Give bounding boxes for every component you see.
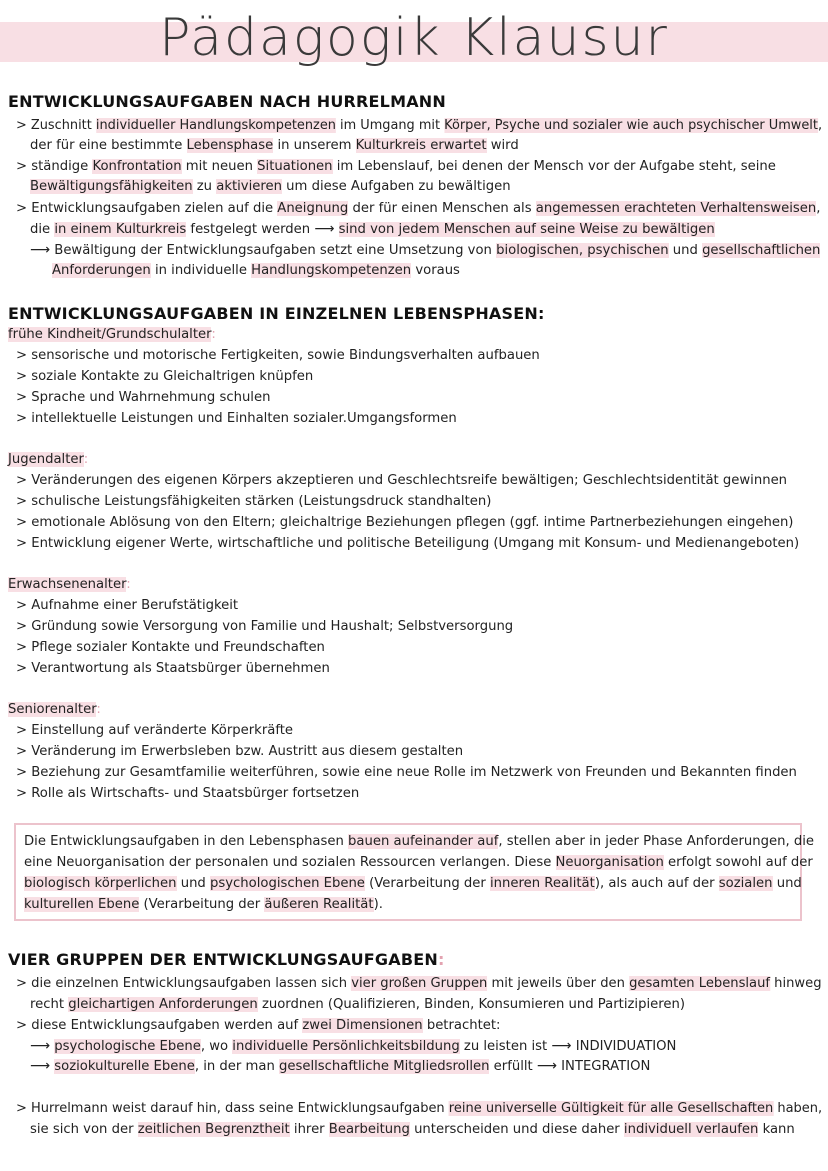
- s1-line-7: ⟶ Bewältigung der Entwicklungsaufgaben setzt eine Umsetzung von biologischen, psychischen und gesellschaftlichen: [30, 242, 821, 258]
- phase-label-erwachsen: Erwachsenenalter:: [8, 577, 131, 592]
- arrow-right-icon: ⟶: [536, 1058, 557, 1074]
- arrow-right-icon: ⟶: [314, 221, 335, 237]
- list-item: > soziale Kontakte zu Gleichaltrigen knüpfen: [16, 369, 314, 384]
- phase-label-kindheit: frühe Kindheit/Grundschulalter:: [8, 327, 216, 342]
- s1-line-4: Bewältigungsfähigkeiten zu aktivieren um diese Aufgaben zu bewältigen: [30, 179, 511, 194]
- list-item: > Einstellung auf veränderte Körperkräfte: [16, 723, 294, 738]
- s1-line-8: Anforderungen in individuelle Handlungskompetenzen voraus: [52, 263, 460, 278]
- box-line-1: Die Entwicklungsaufgaben in den Lebensphasen bauen aufeinander auf, stellen aber in jeder Phase Anforderungen, die: [24, 834, 815, 849]
- s3-line-5: ⟶ soziokulturelle Ebene, in der man gesellschaftliche Mitgliedsrollen erfüllt ⟶ INTEGRATION: [30, 1058, 651, 1074]
- s1-line-1: > Zuschnitt individueller Handlungskompetenzen im Umgang mit Körper, Psyche und sozialer wie auch psychischer Umwelt,: [16, 118, 823, 133]
- s1-line-3: > ständige Konfrontation mit neuen Situationen im Lebenslauf, bei denen der Mensch vor der Aufgabe steht, seine: [16, 159, 776, 174]
- list-item: > intellektuelle Leistungen und Einhalten sozialer.Umgangsformen: [16, 411, 457, 426]
- section-heading-hurrelmann: ENTWICKLUNGSAUFGABEN NACH HURRELMANN: [8, 92, 446, 111]
- section-heading-lebensphasen: ENTWICKLUNGSAUFGABEN IN EINZELNEN LEBENSPHASEN:: [8, 304, 545, 323]
- phase-label-jugend: Jugendalter:: [8, 452, 89, 467]
- list-item: > emotionale Ablösung von den Eltern; gleichaltrige Beziehungen pflegen (ggf. intime Partnerbeziehungen eingehen): [16, 515, 794, 530]
- arrow-right-icon: ⟶: [30, 1058, 51, 1074]
- list-item: > schulische Leistungsfähigkeiten stärken (Leistungsdruck standhalten): [16, 494, 492, 509]
- s1-line-5: > Entwicklungsaufgaben zielen auf die Aneignung der für einen Menschen als angemessen erachteten Verhaltensweisen,: [16, 201, 821, 216]
- box-line-4: kulturellen Ebene (Verarbeitung der äußeren Realität).: [24, 897, 383, 912]
- page-title: Pädagogik Klausur: [159, 8, 669, 68]
- phase-label-senioren: Seniorenalter:: [8, 702, 101, 717]
- list-item: > sensorische und motorische Fertigkeiten, sowie Bindungsverhalten aufbauen: [16, 348, 540, 363]
- list-item: > Verantwortung als Staatsbürger übernehmen: [16, 661, 330, 676]
- list-item: > Aufnahme einer Berufstätigkeit: [16, 598, 239, 613]
- arrow-right-icon: ⟶: [30, 1038, 51, 1054]
- list-item: > Pflege sozialer Kontakte und Freundschaften: [16, 640, 325, 655]
- s3-line-4: ⟶ psychologische Ebene, wo individuelle Persönlichkeitsbildung zu leisten ist ⟶ INDIVIDUATION: [30, 1038, 677, 1054]
- box-line-3: biologisch körperlichen und psychologischen Ebene (Verarbeitung der inneren Realität), als auch auf der sozialen und: [24, 876, 802, 891]
- s1-line-6: die in einem Kulturkreis festgelegt werden ⟶ sind von jedem Menschen auf seine Weise zu bewältigen: [30, 221, 715, 237]
- bullet-icon: >: [16, 976, 27, 991]
- arrow-right-icon: ⟶: [551, 1038, 572, 1054]
- list-item: > Gründung sowie Versorgung von Familie und Haushalt; Selbstversorgung: [16, 619, 514, 634]
- bullet-icon: >: [16, 1101, 27, 1116]
- bullet-icon: >: [16, 1018, 28, 1033]
- s3-line-3: > diese Entwicklungsaufgaben werden auf zwei Dimensionen betrachtet:: [16, 1018, 501, 1033]
- s3-line-2: recht gleichartigen Anforderungen zuordnen (Qualifizieren, Binden, Konsumieren und Partizipieren): [30, 997, 685, 1012]
- s3-line-7: sie sich von der zeitlichen Begrenztheit ihrer Bearbeitung unterscheiden und diese daher individuell verlaufen kann: [30, 1122, 795, 1137]
- bullet-icon: >: [16, 201, 28, 216]
- list-item: > Entwicklung eigener Werte, wirtschaftliche und politische Beteiligung (Umgang mit Konsum- und Medienangeboten): [16, 536, 800, 551]
- arrow-right-icon: ⟶: [30, 242, 51, 258]
- section-heading-vier-gruppen: VIER GRUPPEN DER ENTWICKLUNGSAUFGABEN:: [8, 950, 445, 969]
- bullet-icon: >: [16, 159, 28, 174]
- s3-line-1: > die einzelnen Entwicklungsaufgaben lassen sich vier großen Gruppen mit jeweils über den gesamten Lebenslauf hinweg: [16, 976, 822, 991]
- list-item: > Beziehung zur Gesamtfamilie weiterführen, sowie eine neue Rolle im Netzwerk von Freunden und Bekannten finden: [16, 765, 797, 780]
- list-item: > Veränderungen des eigenen Körpers akzeptieren und Geschlechtsreife bewältigen; Geschlechtsidentität gewinnen: [16, 473, 788, 488]
- s1-line-2: der für eine bestimmte Lebensphase in unserem Kulturkreis erwartet wird: [30, 138, 519, 153]
- list-item: > Sprache und Wahrnehmung schulen: [16, 390, 271, 405]
- s3-line-6: > Hurrelmann weist darauf hin, dass seine Entwicklungsaufgaben reine universelle Gültigkeit für alle Gesellschaften haben,: [16, 1101, 823, 1116]
- list-item: > Veränderung im Erwerbsleben bzw. Austritt aus diesem gestalten: [16, 744, 464, 759]
- bullet-icon: >: [16, 118, 27, 133]
- list-item: > Rolle als Wirtschafts- und Staatsbürger fortsetzen: [16, 786, 360, 801]
- box-line-2: eine Neuorganisation der personalen und sozialen Ressourcen verlangen. Diese Neuorganisation erfolgt sowohl auf der: [24, 855, 813, 870]
